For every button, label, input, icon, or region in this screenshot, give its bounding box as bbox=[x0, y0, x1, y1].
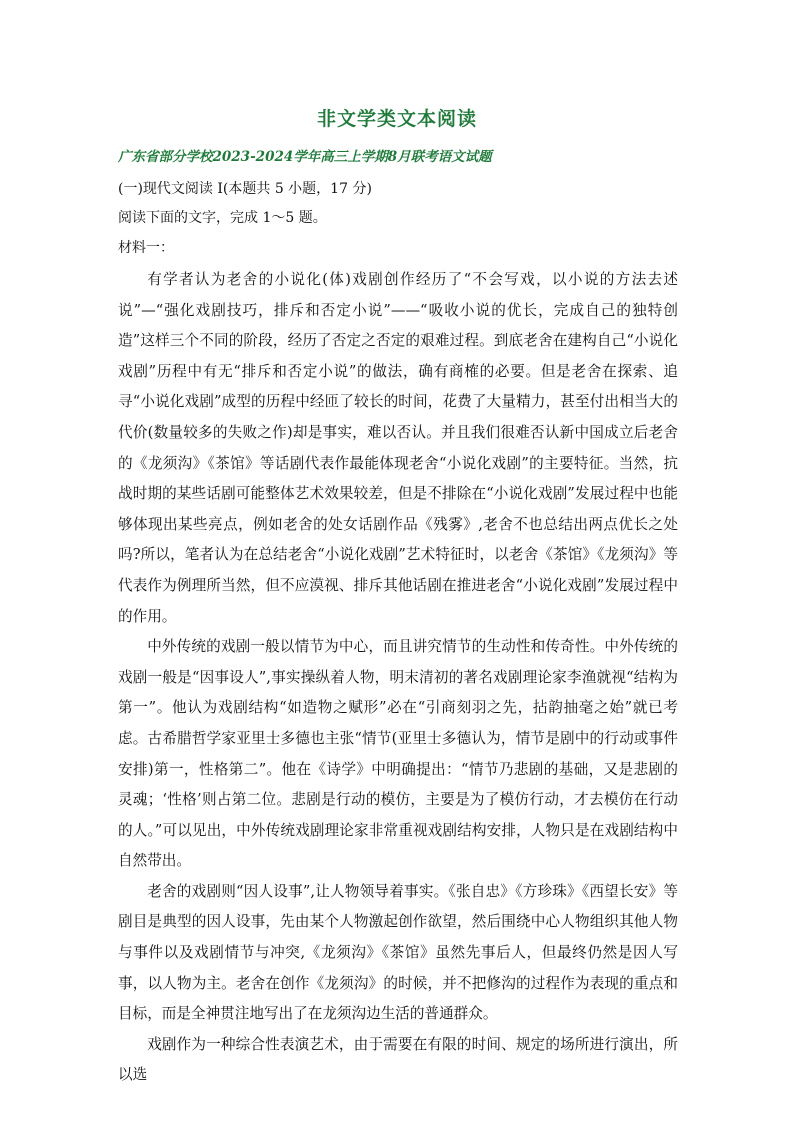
exam-source-subtitle: 广东省部分学校2023-2024学年高三上学期8月联考语文试题 bbox=[118, 149, 492, 165]
reading-instruction: 阅读下面的文字，完成 1～5 题。 bbox=[118, 210, 327, 226]
paragraph-3: 老舍的戏剧则“因人设事”,让人物领导着事实。《张自忠》《方珍珠》《西望长安》等剧目是典型的因人设事，先由某个人物激起创作欲望，然后围绕中心人物组织其他人物与事件以及戏剧情节与冲突,《龙须沟》《茶馆》虽然先事后人，但最终仍然是因人写事，以人物为主。老舍在创作《龙须沟》的时候，并不把修沟的过程作为表现的重点和目标，而是全神贯注地写出了在龙须沟边生活的普通群众。 bbox=[118, 882, 678, 1023]
paragraph-2: 中外传统的戏剧一般以情节为中心，而且讲究情节的生动性和传奇性。中外传统的戏剧一般是“因事设人”,事实操纵着人物，明末清初的著名戏剧理论家李渔就视“结构为第一”。他认为戏剧结构“如造物之赋形”必在“引商刻羽之先，拈韵抽毫之始”就已考虑。古希腊哲学家亚里士多德也主张“情节(亚里士多德认为，情节是剧中的行动或事件安排)第一，性格第二”。他在《诗学》中明确提出：“情节乃悲剧的基础，又是悲剧的灵魂；‘性格’则占第二位。悲剧是行动的模仿，主要是为了模仿行动，才去模仿在行动的人。”可以见出，中外传统戏剧理论家非常重视戏剧结构安排，人物只是在戏剧结构中自然带出。 bbox=[118, 638, 678, 870]
paragraph-1: 有学者认为老舍的小说化(体)戏剧创作经历了“不会写戏，以小说的方法去述说”—“强化戏剧技巧，排斥和否定小说”——“吸收小说的优长，完成自己的独特创造”这样三个不同的阶段，经历了否定之否定的艰难过程。到底老舍在建构自己“小说化戏剧”历程中有无“排斥和否定小说”的做法，确有商榷的必要。但是老舍在探索、追寻“小说化戏剧”成型的历程中经匝了较长的时间，花费了大量精力，甚至付出相当大的代价(数量较多的失败之作)却是事实，难以否认。并且我们很难否认新中国成立后老舍的《龙须沟》《茶馆》等话剧代表作最能体现老舍“小说化戏剧”的主要特征。当然，抗战时期的某些话剧可能整体艺术效果较差，但是不排除在“小说化戏剧”发展过程中也能够体现出某些亮点，例如老舍的处女话剧作品《残雾》,老舍不也总结出两点优长之处吗?所以，笔者认为在总结老舍“小说化戏剧”艺术特征时，以老舍《茶馆》《龙须沟》等代表作为例理所当然，但不应漠视、排斥其他话剧在推进老舍“小说化戏剧”发展过程中的作用。 bbox=[118, 271, 678, 625]
page-title: 非文学类文本阅读 bbox=[316, 108, 477, 130]
section-heading: (一)现代文阅读 I(本题共 5 小题，17 分) bbox=[118, 181, 372, 197]
article-body bbox=[118, 265, 678, 1091]
paragraph-4: 戏剧作为一种综合性表演艺术，由于需要在有限的时间、规定的场所进行演出，所以选 bbox=[118, 1035, 678, 1084]
material-label: 材料一： bbox=[118, 240, 174, 256]
